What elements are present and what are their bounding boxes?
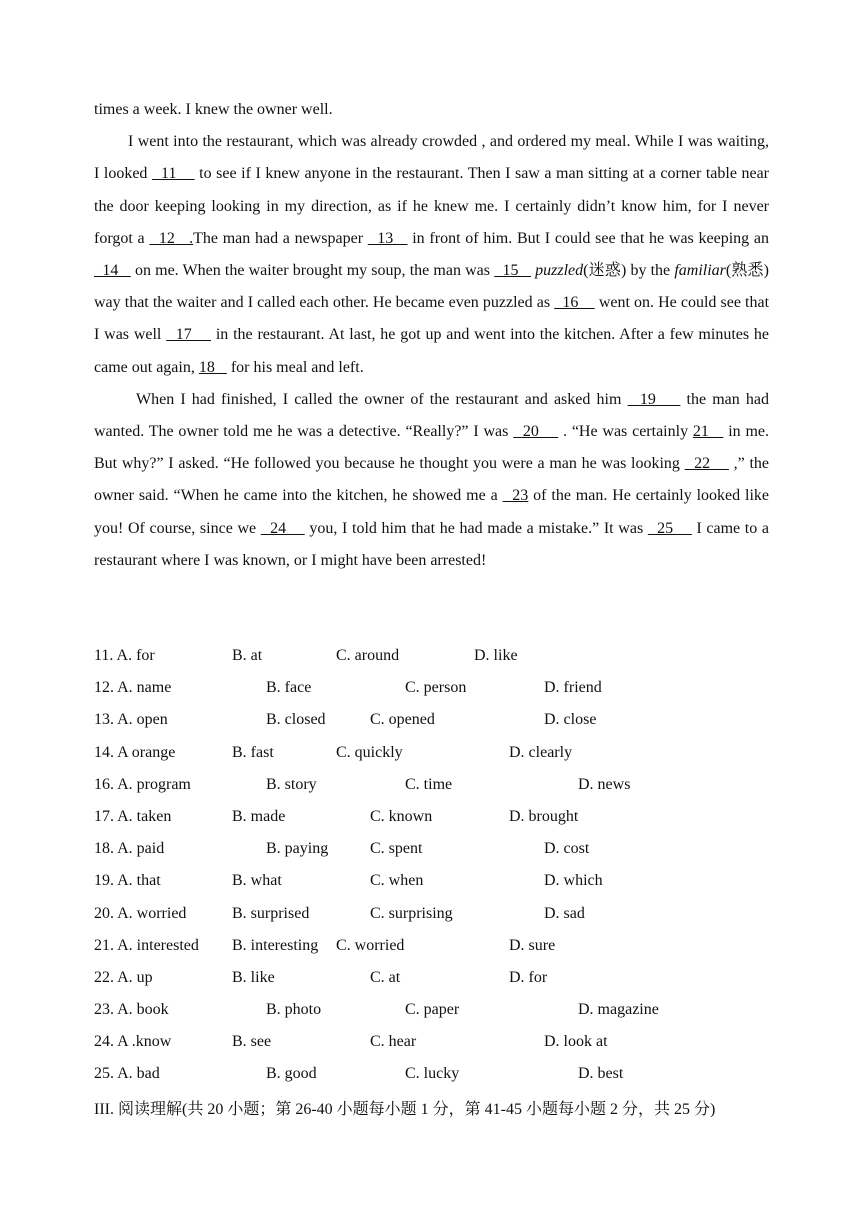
option-b: B. see (232, 1033, 272, 1051)
option-b: B. closed (266, 711, 326, 729)
option-d: D. for (509, 968, 548, 986)
question-row (94, 704, 794, 736)
option-c: C. lucky (405, 1065, 460, 1083)
option-a: 11. A. for (94, 647, 155, 664)
option-d: D. close (544, 711, 597, 729)
option-d: D. like (474, 647, 518, 664)
option-c: C. known (370, 807, 433, 825)
option-c: C. person (405, 679, 467, 697)
option-a: 16. A. program (94, 775, 191, 793)
option-c: C. when (370, 872, 424, 890)
option-b: B. what (232, 872, 282, 890)
option-a: 21. A. interested (94, 936, 199, 954)
option-d: D. news (578, 775, 631, 793)
passage-text: in me. But why?” I asked. “He followed you because he thought you were a man he was looking (94, 423, 770, 473)
answer-blank: 18 (198, 358, 227, 376)
question-row (94, 769, 794, 801)
question-row (94, 833, 794, 865)
option-b: B. fast (232, 743, 274, 761)
passage-text: the man had wanted. The owner told me he was a detective. “Really?” I was (94, 390, 770, 441)
answer-blank: 16 (554, 294, 595, 312)
option-a: 23. A. book (94, 1001, 169, 1019)
passage-text: . “He was certainly (558, 423, 693, 441)
option-d: D. clearly (509, 743, 573, 761)
question-row (94, 865, 794, 897)
option-c: C. hear (370, 1033, 417, 1051)
option-b: B. story (266, 775, 317, 793)
option-c: C. time (405, 775, 453, 793)
passage-text: (熟悉) way that the waiter and I called each other. He became even puzzled as (94, 262, 770, 312)
italic-term: puzzled (535, 262, 584, 280)
answer-blank: 20 (513, 423, 559, 441)
option-b: B. face (266, 679, 312, 697)
option-c: C. spent (370, 840, 423, 858)
passage-paragraph-2 (94, 384, 769, 577)
question-row (94, 898, 794, 930)
passage-text: ,” the owner said. “When he came into the kitchen, he showed me a (94, 455, 770, 505)
option-a: 20. A. worried (94, 904, 187, 922)
option-c: C. surprising (370, 904, 453, 922)
passage-paragraph-0 (94, 94, 769, 126)
passage-text: The man had a newspaper (193, 229, 368, 247)
passage-text: (迷惑) by the (583, 262, 675, 280)
option-b: B. good (266, 1065, 317, 1083)
answer-blank: 11 (151, 165, 195, 183)
question-row (94, 737, 794, 769)
question-row (94, 930, 794, 962)
option-d: D. sure (509, 936, 556, 954)
option-a: 24. A .know (94, 1033, 172, 1051)
passage-text: in front of him. But I could see that he was keeping an (407, 229, 769, 247)
option-d: D. look at (544, 1033, 608, 1051)
answer-blank: 12 . (149, 229, 194, 247)
passage-text: for his meal and left. (226, 358, 364, 376)
option-c: C. worried (336, 936, 405, 954)
option-a: 12. A. name (94, 679, 172, 697)
answer-options-list (94, 640, 794, 1091)
passage-text: times a week. I knew the owner well. (94, 101, 333, 118)
option-d: D. friend (544, 679, 602, 697)
option-d: D. sad (544, 904, 585, 922)
option-d: D. magazine (578, 1001, 659, 1019)
option-a: 22. A. up (94, 968, 153, 986)
option-c: C. around (336, 647, 400, 664)
passage-text: went on. He could see that I was well (94, 294, 770, 344)
passage-text: you, I told him that he had made a mistake.” It was (304, 519, 648, 537)
option-d: D. brought (509, 807, 579, 825)
question-row (94, 1026, 794, 1058)
answer-blank: 19 (627, 390, 681, 408)
option-c: C. paper (405, 1001, 460, 1019)
answer-blank: 15 (494, 262, 531, 280)
option-a: 19. A. that (94, 872, 161, 890)
option-d: D. which (544, 872, 603, 890)
passage-text: When I had finished, I called the owner of the restaurant and asked him (136, 390, 628, 408)
passage-text: on me. When the waiter brought my soup, the man was (130, 262, 495, 280)
passage-text: in the restaurant. At last, he got up and went into the kitchen. After a few minutes he came out again, (94, 326, 770, 376)
question-row (94, 994, 794, 1026)
option-a: 25. A. bad (94, 1065, 160, 1083)
option-d: D. cost (544, 840, 590, 858)
option-a: 13. A. open (94, 711, 168, 729)
option-a: 18. A. paid (94, 840, 165, 858)
section-heading-reading: III. 阅读理解(共 20 小题；第 26-40 小题每小题 1 分，第 41-45 小题每小题 2 分，共 25 分) (94, 1101, 716, 1118)
answer-blank: 24 (260, 519, 305, 537)
option-c: C. at (370, 968, 401, 986)
option-b: B. at (232, 647, 263, 664)
option-a: 14. A orange (94, 743, 176, 761)
option-c: C. opened (370, 711, 435, 729)
option-b: B. made (232, 807, 286, 825)
answer-blank: 25 (647, 519, 692, 537)
italic-term: familiar (674, 262, 726, 280)
answer-blank: 17 (166, 326, 212, 344)
option-b: B. photo (266, 1001, 322, 1019)
passage-paragraph-1 (94, 126, 769, 384)
cloze-passage (94, 94, 769, 577)
question-row (94, 640, 794, 672)
option-d: D. best (578, 1065, 624, 1083)
answer-blank: 23 (502, 487, 529, 505)
option-b: B. like (232, 968, 275, 986)
option-b: B. paying (266, 840, 329, 858)
option-c: C. quickly (336, 743, 403, 761)
answer-blank: 14 (94, 262, 131, 280)
passage-text: I went into the restaurant, which was already crowded , and ordered my meal. While I was waiting, I looked (94, 133, 769, 183)
answer-blank: 13 (367, 229, 408, 247)
passage-text: of the man. He certainly looked like you! Of course, since we (94, 487, 770, 537)
passage-text: I came to a restaurant where I was known, or I might have been arrested! (94, 519, 770, 569)
option-b: B. surprised (232, 904, 310, 922)
question-row (94, 1058, 794, 1090)
question-row (94, 962, 794, 994)
question-row (94, 801, 794, 833)
option-b: B. interesting (232, 936, 319, 954)
answer-blank: 21 (692, 423, 724, 441)
option-a: 17. A. taken (94, 807, 172, 825)
question-row (94, 672, 794, 704)
answer-blank: 22 (684, 455, 729, 473)
passage-text: to see if I knew anyone in the restaurant. Then I saw a man sitting at a corner table near the door keeping looking in my direction, as if he knew me. I certainly didn’t know him, for I never forgot a (94, 165, 770, 247)
